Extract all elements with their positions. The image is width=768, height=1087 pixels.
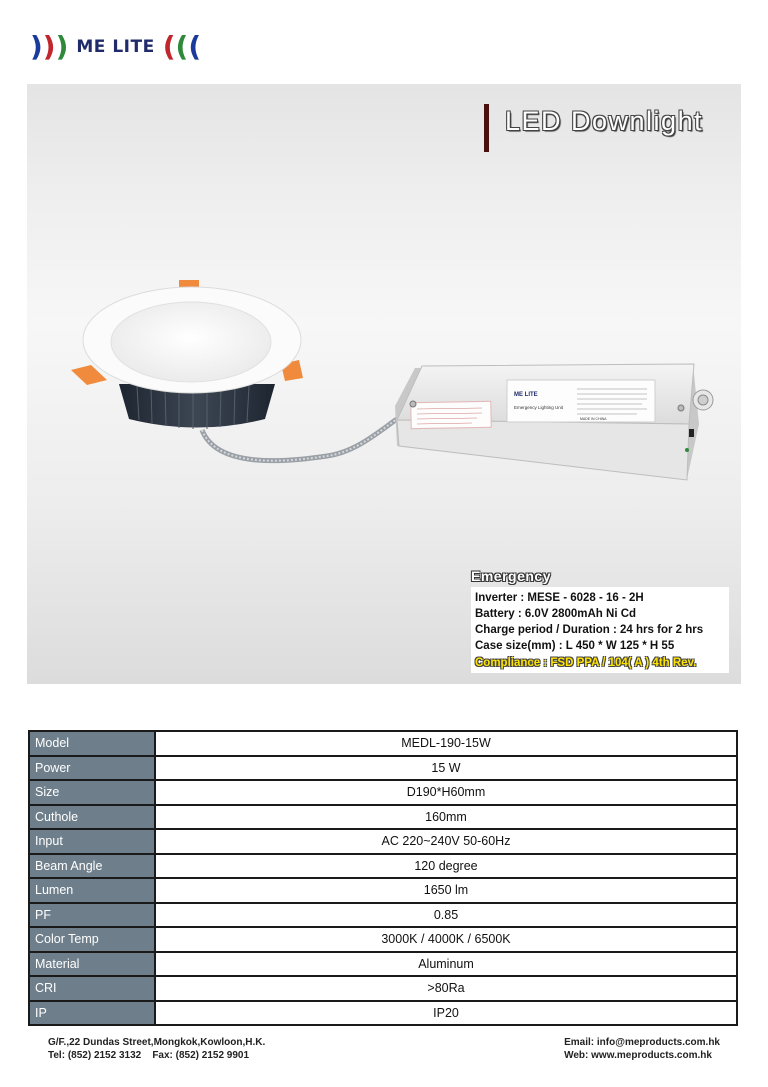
logo-arc-right: ((( — [162, 30, 202, 63]
table-row — [29, 854, 737, 879]
test-switch — [689, 429, 694, 437]
rating-label-made: MADE IN CHINA — [580, 417, 607, 421]
table-row — [29, 927, 737, 952]
downlight-lens — [111, 302, 271, 382]
footer-web[interactable]: Web: www.meproducts.com.hk — [564, 1050, 712, 1061]
product-title: LED Downlight — [505, 106, 704, 136]
spec-value: 160mm — [155, 805, 737, 830]
footer-email[interactable]: Email: info@meproducts.com.hk — [564, 1037, 720, 1048]
spec-key: IP — [29, 1001, 155, 1026]
spec-key: PF — [29, 903, 155, 928]
spec-key: Material — [29, 952, 155, 977]
logo-arc-left: ))) — [30, 30, 69, 63]
table-row — [29, 731, 737, 756]
footer-address: G/F.,22 Dundas Street,Mongkok,Kowloon,H.K. — [48, 1037, 266, 1048]
warning-label — [411, 401, 491, 428]
spec-key: Model — [29, 731, 155, 756]
rating-label-unit: Emergency Lighting Unit — [514, 405, 564, 410]
table-row — [29, 829, 737, 854]
spec-key: Power — [29, 756, 155, 781]
spec-key: Beam Angle — [29, 854, 155, 879]
spec-key: Color Temp — [29, 927, 155, 952]
spec-value: >80Ra — [155, 976, 737, 1001]
table-row — [29, 805, 737, 830]
spring-clip-top — [179, 280, 199, 287]
spec-key: Lumen — [29, 878, 155, 903]
footer-phone: Tel: (852) 2152 3132 Fax: (852) 2152 9901 — [48, 1050, 250, 1061]
spec-value: IP20 — [155, 1001, 737, 1026]
spec-value: 0.85 — [155, 903, 737, 928]
inverter-box-side — [397, 420, 689, 480]
case-size-line: Case size(mm) : L 450 * W 125 * H 55 — [475, 640, 675, 652]
inverter-line: Inverter : MESE - 6028 - 16 - 2H — [475, 592, 644, 604]
spec-value: D190*H60mm — [155, 780, 737, 805]
table-row — [29, 780, 737, 805]
charge-line: Charge period / Duration : 24 hrs for 2 hrs — [475, 624, 704, 636]
spec-table — [28, 730, 738, 1026]
brand-logo — [30, 32, 201, 62]
spec-value: 15 W — [155, 756, 737, 781]
footer-contact-block — [564, 1036, 720, 1062]
spec-value: 1650 lm — [155, 878, 737, 903]
footer-address-block — [48, 1036, 265, 1062]
table-row — [29, 952, 737, 977]
screw-left — [410, 401, 416, 407]
emergency-heading: Emergency — [471, 568, 551, 584]
spec-value: 120 degree — [155, 854, 737, 879]
spec-key: Cuthole — [29, 805, 155, 830]
compliance-line: Compliance : FSD PPA / 104( A ) 4th Rev. — [475, 657, 697, 669]
spec-value: 3000K / 4000K / 6500K — [155, 927, 737, 952]
spec-value: Aluminum — [155, 952, 737, 977]
spec-key: Input — [29, 829, 155, 854]
battery-line: Battery : 6.0V 2800mAh Ni Cd — [475, 608, 637, 620]
table-row — [29, 903, 737, 928]
spec-value: MEDL-190-15W — [155, 731, 737, 756]
table-row — [29, 878, 737, 903]
rating-label — [507, 380, 655, 422]
rating-label-brand: ME LITE — [514, 392, 538, 398]
table-row — [29, 976, 737, 1001]
screw-right — [678, 405, 684, 411]
spec-value: AC 220~240V 50-60Hz — [155, 829, 737, 854]
spec-key: CRI — [29, 976, 155, 1001]
table-row — [29, 756, 737, 781]
product-hero — [27, 84, 741, 684]
table-row — [29, 1001, 737, 1026]
emergency-specs-box — [471, 587, 729, 673]
status-led — [685, 448, 689, 452]
logo-text: ME LITE — [76, 37, 155, 57]
spec-key: Size — [29, 780, 155, 805]
